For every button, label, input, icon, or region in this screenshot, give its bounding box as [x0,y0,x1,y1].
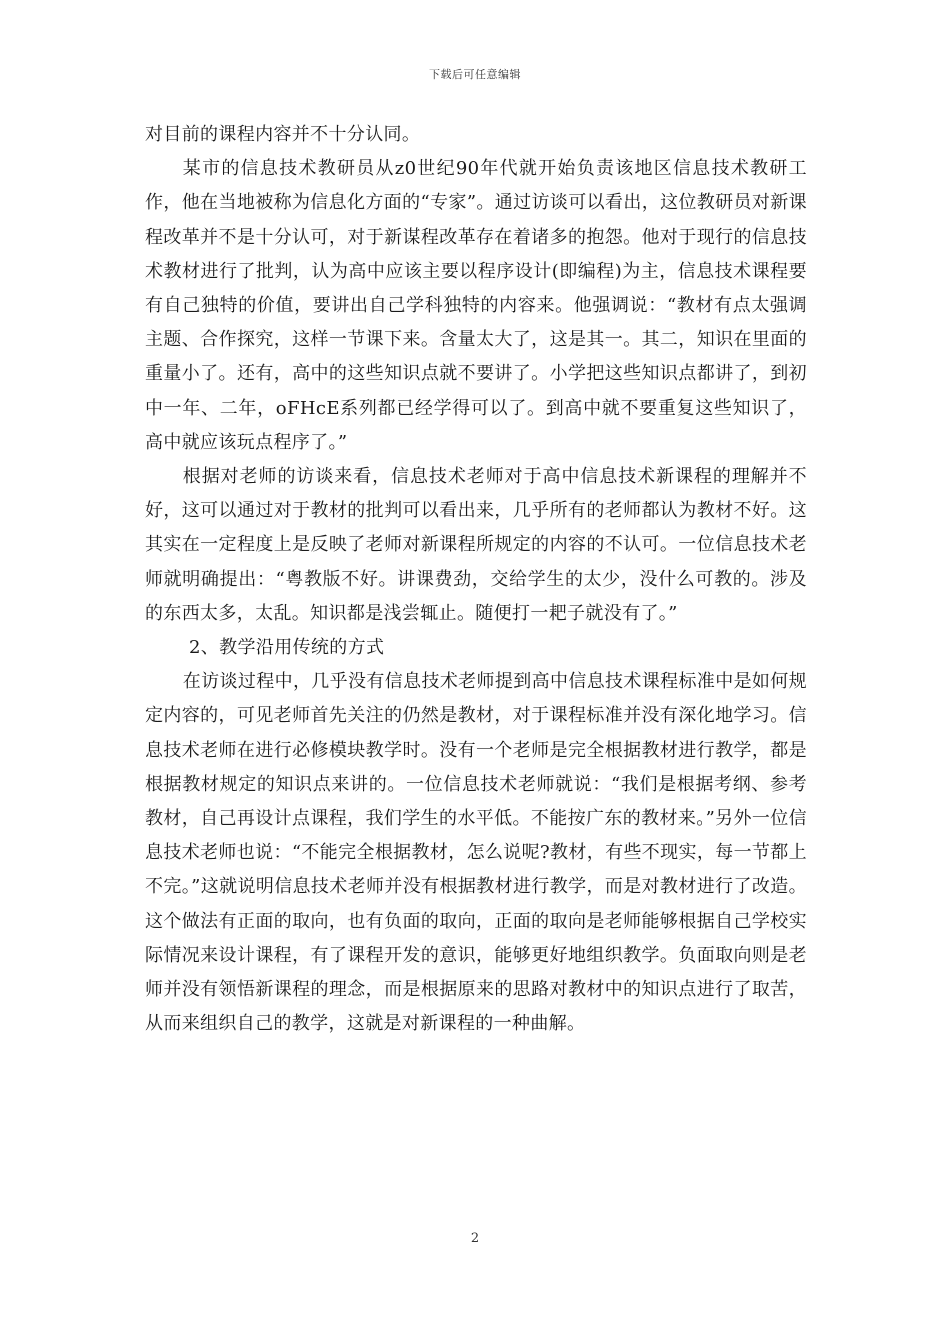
page-header: 下载后可任意编辑 [429,68,521,81]
section-heading: 2、教学沿用传统的方式 [189,637,385,659]
paragraph-teaching-method: 在访谈过程中，几乎没有信息技术老师提到高中信息技术课程标准中是如何规定内容的，可见老师首先关注的仍然是教材，对于课程标准并没有深化地学习。信息技术老师在进行必修模块教学时。没有一个老师是完全根据教材进行教学，都是根据教材规定的知识点来讲的。一位信息技术老师就说：“我们是根据考纲、参考教材，自己再设计点课程，我们学生的水平低。不能按广东的教材来。”另外一位信息技术老师也说：“不能完全根据教材，怎么说呢?教材，有些不现实，每一节都上不完。”这就说明信息技术老师并没有根据教材进行教学，而是对教材进行了改造。这个做法有正面的取向，也有负面的取向，正面的取向是老师能够根据自己学校实际情况来设计课程，有了课程开发的意识，能够更好地组织教学。负面取向则是老师并没有领悟新课程的理念，而是根据原来的思路对教材中的知识点进行了取苦，从而来组织自己的教学，这就是对新课程的一种曲解。 [145,671,807,1035]
paragraph-continuation: 对目前的课程内容并不十分认同。 [145,124,421,145]
paragraph-researcher-interview: 某市的信息技术教研员从z0世纪90年代就开始负责该地区信息技术教研工作，他在当地被称为信息化方面的“专家”。通过访谈可以看出，这位教研员对新课程改革并不是十分认可，对于新谋程改革存在着诸多的抱怨。他对于现行的信息技术教材进行了批判，认为高中应该主要以程序设计(即编程)为主，信息技术课程要有自己独特的价值，要讲出自己学科独特的内容来。他强调说：“教材有点太强调主题、合作探究，这样一节课下来。含量太大了，这是其一。其二，知识在里面的重量小了。还有，高中的这些知识点就不要讲了。小学把这些知识点都讲了，到初中一年、二年，oFHcE系列都已经学得可以了。到高中就不要重复这些知识了，高中就应该玩点程序了。” [145,158,807,453]
paragraph-teacher-interview: 根据对老师的访谈来看，信息技术老师对于高中信息技术新课程的理解并不好，这可以通过对于教材的批判可以看出来，几乎所有的老师都认为教材不好。这其实在一定程度上是反映了老师对新课程所规定的内容的不认可。一位信息技术老师就明确提出：“粤教版不好。讲课费劲，交给学生的太少，没什么可教的。涉及的东西太多，太乱。知识都是浅尝辄止。随便打一耙子就没有了。” [145,466,807,624]
document-body [145,118,807,1041]
page-number: 2 [470,1231,480,1246]
